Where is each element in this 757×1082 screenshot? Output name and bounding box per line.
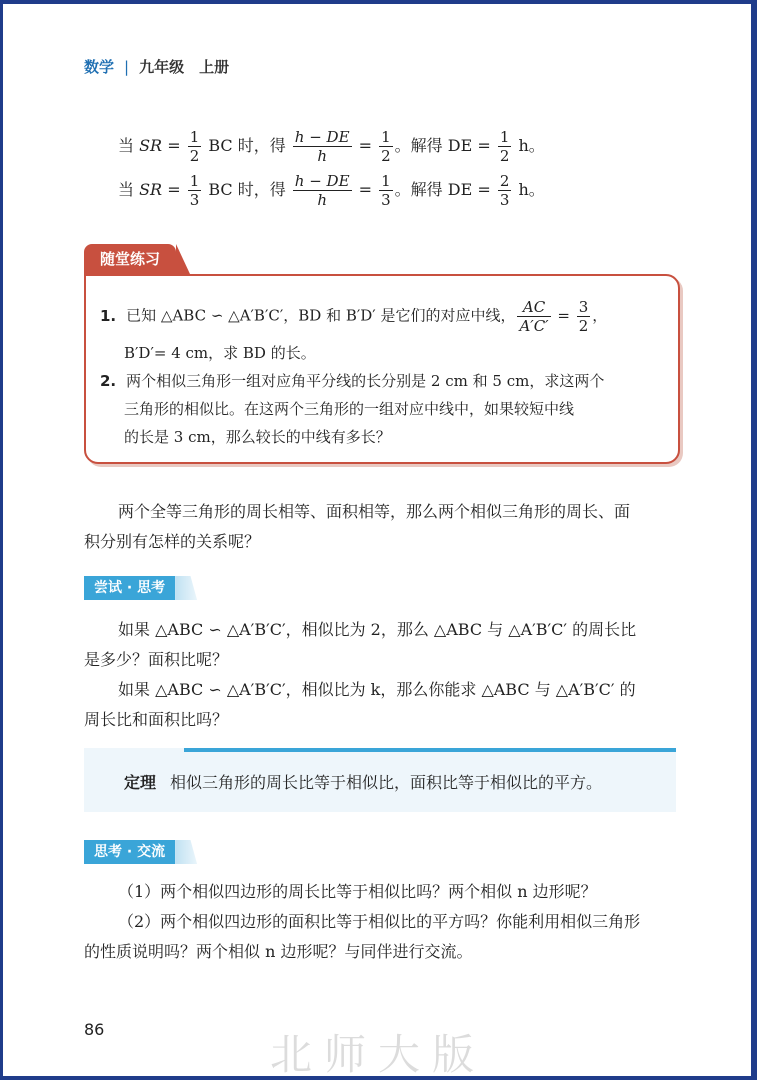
intro-line-2: 积分别有怎样的关系呢？ bbox=[84, 532, 261, 551]
text: = bbox=[552, 306, 575, 325]
exercise-q2-line2: 三角形的相似比。在这两个三角形的一组对应中线中，如果较短中线 bbox=[124, 400, 575, 418]
denominator: 2 bbox=[189, 147, 200, 165]
question-number: 2. bbox=[100, 372, 117, 390]
text: = bbox=[353, 136, 378, 155]
fraction bbox=[293, 128, 352, 165]
text: h。 bbox=[513, 180, 545, 199]
denominator: 3 bbox=[381, 191, 391, 209]
grade-label: 九年级 上册 bbox=[139, 58, 230, 76]
fraction bbox=[188, 172, 202, 209]
denominator: 2 bbox=[381, 147, 391, 165]
text: BC 时，得 bbox=[203, 136, 291, 155]
subject-label: 数学 bbox=[84, 58, 115, 76]
theorem-box bbox=[84, 748, 676, 812]
try-line-4: 周长比和面积比吗？ bbox=[84, 710, 229, 729]
solution-line-2 bbox=[118, 172, 545, 209]
text: = bbox=[162, 136, 186, 155]
denominator: 3 bbox=[499, 191, 510, 209]
text: = bbox=[162, 180, 186, 199]
page-number: 86 bbox=[84, 1020, 105, 1039]
text: 。解得 DE = bbox=[394, 180, 496, 199]
numerator: 1 bbox=[189, 172, 200, 190]
frame-right bbox=[751, 0, 757, 1080]
text: 当 bbox=[118, 180, 140, 199]
fraction bbox=[379, 128, 393, 165]
exercise-tab: 随堂练习 bbox=[84, 244, 176, 274]
text: 当 bbox=[118, 136, 140, 155]
text: = bbox=[353, 180, 378, 199]
text: h。 bbox=[513, 136, 545, 155]
numerator: 1 bbox=[381, 172, 391, 190]
fraction bbox=[293, 172, 352, 209]
text: SR bbox=[139, 180, 163, 199]
fraction bbox=[379, 172, 393, 209]
theorem-content bbox=[124, 770, 602, 793]
think-discuss-tag: 思考 · 交流 bbox=[84, 840, 175, 864]
denominator: 3 bbox=[189, 191, 200, 209]
denominator: 2 bbox=[499, 147, 510, 165]
exercise-box bbox=[84, 274, 680, 464]
header-separator: | bbox=[124, 58, 130, 76]
denominator: 2 bbox=[578, 317, 589, 335]
try-line-1: 如果 △ABC ∽ △A′B′C′，相似比为 2，那么 △ABC 与 △A′B′C′ 的周长比 bbox=[118, 620, 637, 639]
try-think-tag: 尝试 · 思考 bbox=[84, 576, 175, 600]
fraction bbox=[517, 298, 550, 335]
frame-left bbox=[0, 0, 3, 1080]
exercise-q2-line3: 的长是 3 cm，那么较长的中线有多长？ bbox=[124, 428, 391, 446]
text: SR bbox=[139, 136, 163, 155]
question-text: 两个相似三角形一组对应角平分线的长分别是 2 cm 和 5 cm，求这两个 bbox=[126, 372, 605, 390]
question-text: 已知 △ABC ∽ △A′B′C′，BD 和 B′D′ 是它们的对应中线， bbox=[126, 306, 516, 325]
theorem-text: 相似三角形的周长比等于相似比，面积比等于相似比的平方。 bbox=[170, 773, 603, 792]
numerator: h − DE bbox=[294, 128, 350, 146]
try-line-3: 如果 △ABC ∽ △A′B′C′，相似比为 k，那么你能求 △ABC 与 △A′B′C′ 的 bbox=[118, 680, 636, 699]
discuss-line-1: （1）两个相似四边形的周长比等于相似比吗？两个相似 n 边形呢？ bbox=[118, 882, 597, 901]
page-header bbox=[84, 56, 229, 77]
fraction bbox=[577, 298, 591, 335]
frame-top bbox=[0, 0, 757, 4]
discuss-line-2: （2）两个相似四边形的面积比等于相似比的平方吗？你能利用相似三角形 bbox=[118, 912, 641, 931]
fraction bbox=[188, 128, 202, 165]
denominator: A′C′ bbox=[519, 317, 549, 335]
fraction bbox=[498, 172, 512, 209]
exercise-q1-line2: B′D′= 4 cm，求 BD 的长。 bbox=[124, 344, 316, 362]
fraction bbox=[498, 128, 512, 165]
numerator: 1 bbox=[189, 128, 200, 146]
question-number: 1. bbox=[100, 306, 117, 325]
discuss-line-3: 的性质说明吗？两个相似 n 边形呢？与同伴进行交流。 bbox=[84, 942, 473, 961]
numerator: h − DE bbox=[294, 172, 350, 190]
solution-line-1 bbox=[118, 128, 545, 165]
try-line-2: 是多少？面积比呢？ bbox=[84, 650, 229, 669]
numerator: 3 bbox=[578, 298, 589, 316]
text: BC 时，得 bbox=[203, 180, 291, 199]
exercise-q1-line1 bbox=[100, 298, 607, 335]
text: ， bbox=[592, 306, 608, 325]
exercise-q2-line1 bbox=[100, 370, 604, 392]
publisher-watermark: 北师大版 bbox=[270, 1030, 487, 1079]
denominator: h bbox=[317, 191, 327, 209]
text: 。解得 DE = bbox=[394, 136, 496, 155]
theorem-label: 定理 bbox=[124, 773, 157, 792]
numerator: 1 bbox=[499, 128, 510, 146]
numerator: AC bbox=[517, 298, 550, 317]
numerator: 1 bbox=[381, 128, 391, 146]
numerator: 2 bbox=[499, 172, 510, 190]
denominator: h bbox=[317, 147, 327, 165]
intro-line-1: 两个全等三角形的周长相等、面积相等，那么两个相似三角形的周长、面 bbox=[118, 502, 631, 521]
